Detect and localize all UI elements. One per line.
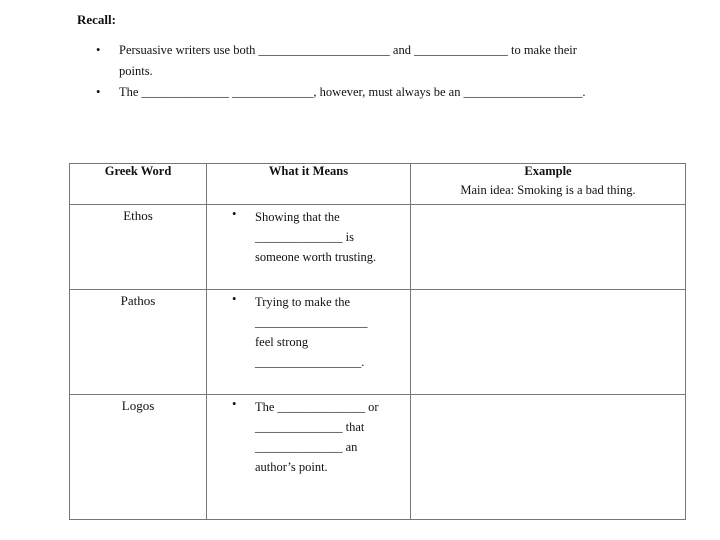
recall-list: [96, 40, 696, 103]
recall-item-1-line1: Persuasive writers use both _____________________ and _______________ to make their: [119, 43, 577, 57]
example-cell-logos[interactable]: [411, 395, 686, 520]
meaning-line: feel strong: [255, 335, 309, 349]
meaning-line: __________________: [255, 315, 368, 329]
example-main-idea: Main idea: Smoking is a bad thing.: [460, 183, 636, 197]
meaning-line: ______________ is: [255, 230, 354, 244]
meaning-ethos: [207, 205, 411, 290]
meaning-line: Trying to make the: [255, 295, 351, 309]
table-row: [70, 395, 686, 520]
meaning-line: Showing that the: [255, 210, 340, 224]
recall-item-2-line1: The ______________ _____________, however, must always be an ___________________.: [119, 85, 586, 99]
meaning-line: someone worth trusting.: [255, 250, 377, 264]
recall-item-1-line2: points.: [119, 64, 153, 78]
word-ethos: Ethos: [70, 205, 207, 290]
meaning-line: The ______________ or: [255, 400, 379, 414]
table-header-row: [70, 164, 686, 205]
header-what-it-means: What it Means: [207, 164, 411, 205]
bullet-icon: •: [232, 207, 237, 221]
header-example: [411, 164, 686, 205]
bullet-icon: •: [96, 43, 101, 57]
header-example-label: Example: [524, 164, 572, 178]
table-row: [70, 290, 686, 395]
word-pathos: Pathos: [70, 290, 207, 395]
recall-heading: Recall:: [77, 12, 116, 27]
word-logos: Logos: [70, 395, 207, 520]
meaning-logos: [207, 395, 411, 520]
example-cell-pathos[interactable]: [411, 290, 686, 395]
header-greek-word: Greek Word: [70, 164, 207, 205]
meaning-line: _________________.: [255, 355, 365, 369]
bullet-icon: •: [96, 85, 101, 99]
bullet-icon: •: [232, 397, 237, 411]
table-row: [70, 205, 686, 290]
rhetoric-table: [69, 163, 686, 520]
meaning-line: author’s point.: [255, 460, 328, 474]
recall-item-2: [96, 82, 696, 103]
meaning-pathos: [207, 290, 411, 395]
meaning-line: ______________ an: [255, 440, 358, 454]
bullet-icon: •: [232, 292, 237, 306]
recall-item-1: [96, 40, 696, 82]
example-cell-ethos[interactable]: [411, 205, 686, 290]
meaning-line: ______________ that: [255, 420, 365, 434]
